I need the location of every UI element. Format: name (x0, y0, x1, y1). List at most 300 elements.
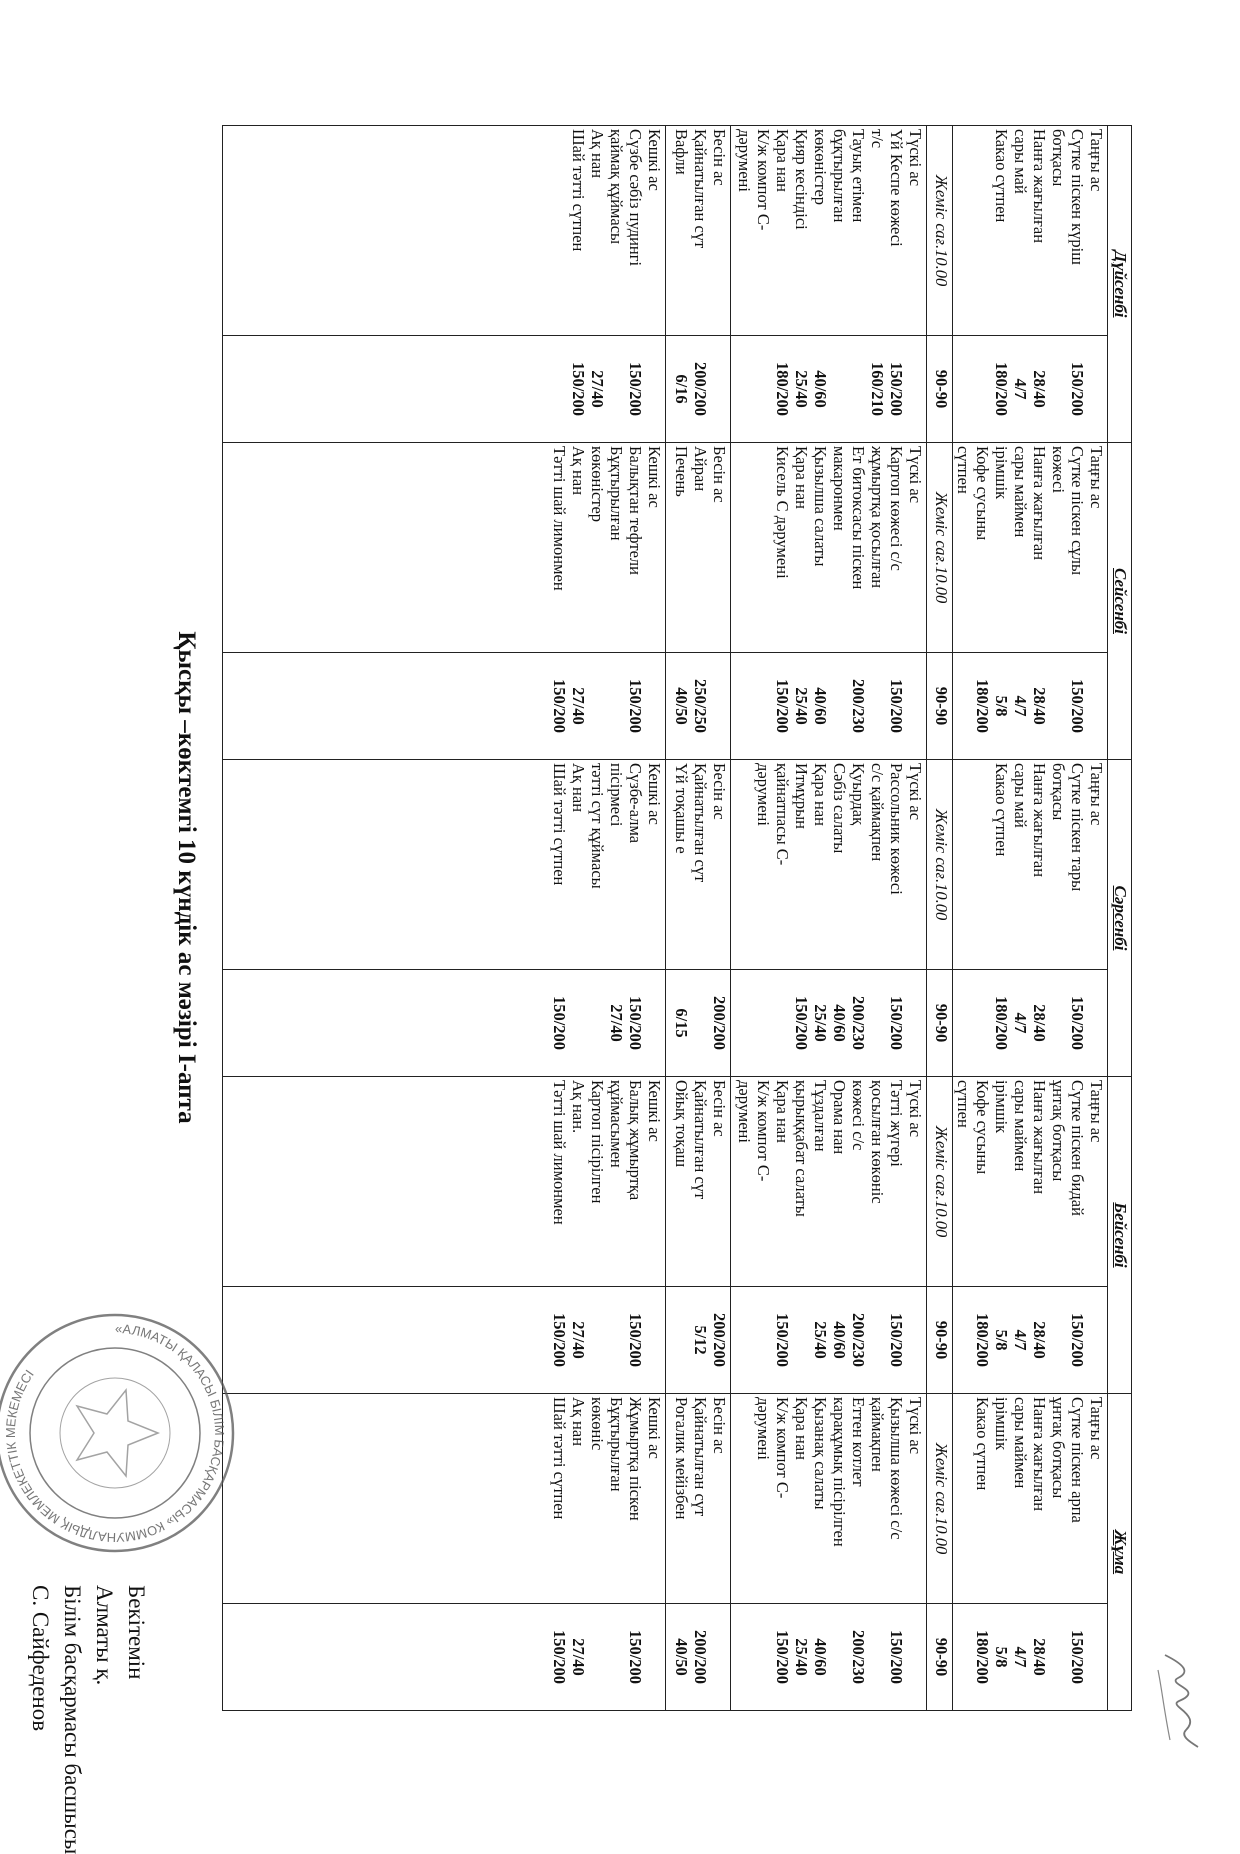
portion-weight: 150/200 (550, 995, 569, 1051)
portion-weight: 40/60 (811, 687, 830, 725)
afternoon-items (666, 443, 731, 653)
portion-weight (710, 1607, 729, 1707)
lunch-items (731, 126, 927, 336)
menu-item-line: Ет битоксасы піскен (849, 446, 868, 590)
menu-item-line: Сүтке піскен бидай (1068, 1080, 1087, 1216)
portion-weight: 150/200 (773, 1312, 792, 1368)
portion-weight (1087, 973, 1106, 1073)
dinner-qty (223, 1604, 666, 1711)
approval-line: Алматы қ. (92, 1585, 117, 1686)
portion-weight: 160/210 (868, 361, 887, 417)
menu-item-line: ірімшік (992, 1080, 1011, 1134)
menu-item-line: Кофе сусыны (973, 1080, 992, 1175)
portion-weight: 25/40 (792, 370, 811, 408)
menu-item-line: Қара нан (773, 129, 792, 193)
portion-weight (906, 656, 925, 756)
portion-weight (569, 973, 588, 1073)
portion-weight: 40/50 (672, 687, 691, 725)
menu-item-line: Балық жұмыртқа (626, 1080, 645, 1201)
menu-item-line: Тауық етімен (849, 129, 868, 223)
page-title: Қысқы –көктемгі 10 күндік ас мәзірі І-апта (173, 631, 200, 1124)
breakfast-qty (953, 336, 1108, 443)
menu-item-line: Ақ нан (569, 1397, 588, 1447)
portion-weight: 150/200 (550, 1312, 569, 1368)
dinner-qty (223, 336, 666, 443)
portion-weight: 5/8 (992, 1329, 1011, 1351)
menu-item-line: қаймақ құймасы (607, 129, 626, 245)
portion-weight (1087, 656, 1106, 756)
portion-weight (1049, 656, 1068, 756)
portion-weight (868, 1607, 887, 1707)
menu-item-line: Картоп пісірілген (588, 1080, 607, 1204)
portion-weight (588, 1607, 607, 1707)
day-header: Бейсенбі (1108, 1077, 1132, 1394)
portion-weight: 150/200 (550, 678, 569, 734)
menu-item-line: К/ж компот С- (773, 1397, 792, 1499)
lunch-row (731, 126, 927, 1711)
menu-item-line: Қызанақ салаты (811, 1397, 830, 1510)
menu-item-line: Шай тәтті сүтпен (550, 1397, 569, 1520)
menu-item-line: Бесін ас (710, 129, 729, 186)
snack-row (927, 126, 953, 1711)
menu-item-line: Итмұрын (792, 763, 811, 829)
portion-weight: 27/40 (569, 687, 588, 725)
menu-item-line: дәрумені (754, 763, 773, 826)
menu-item-line: Сүтке піскен сұлы (1068, 446, 1087, 576)
menu-item-line: бұқтырылған (830, 129, 849, 223)
portion-weight: 150/200 (626, 1312, 645, 1368)
lunch-items (731, 760, 927, 970)
menu-item-line: Еттен котлет (849, 1397, 868, 1487)
menu-item-line: Какао сүтпен (992, 129, 1011, 223)
menu-item-line: пісірмесі (607, 763, 626, 827)
portion-weight (1087, 339, 1106, 439)
menu-item-line: Қияр кесіндісі (792, 129, 811, 230)
menu-item-line: Бесін ас (710, 1397, 729, 1454)
menu-item-line: Сүтке піскен тары (1068, 763, 1087, 892)
menu-item-line: Бұқтырылған (607, 1397, 626, 1492)
menu-item-line: Сүтке піскен арпа (1068, 1397, 1087, 1523)
menu-item-line: сары маймен (1011, 446, 1030, 538)
menu-item-line: Печень (672, 446, 691, 497)
portion-weight (1087, 1290, 1106, 1390)
menu-item-line: Ақ нан. (569, 1080, 588, 1134)
portion-weight (1049, 339, 1068, 439)
snack-qty: 90-90 (927, 970, 953, 1077)
menu-item-line: Орама нан (830, 1080, 849, 1155)
portion-weight: 27/40 (588, 370, 607, 408)
menu-item-line: Сүзбе-алма (626, 763, 645, 844)
portion-weight (607, 656, 626, 756)
menu-item-line: қырыққабат салаты (792, 1080, 811, 1217)
menu-item-line: Түскі ас (906, 763, 925, 821)
breakfast-items (953, 1394, 1108, 1604)
menu-item-line: дәрумені (735, 129, 754, 192)
menu-item-line: карақұмық пісірілген (830, 1397, 849, 1547)
menu-item-line: сары май (1011, 763, 1030, 828)
approval-line: С. Сайфеденов (28, 1585, 53, 1732)
breakfast-items (953, 443, 1108, 653)
afternoon-row (666, 126, 731, 1711)
portion-weight (588, 656, 607, 756)
day-header: Сәрсенбі (1108, 760, 1132, 1077)
menu-item-line: Қызылша салаты (811, 446, 830, 567)
portion-weight: 5/12 (691, 1325, 710, 1355)
portion-weight: 28/40 (1030, 1638, 1049, 1676)
menu-item-line: дәрумені (754, 1397, 773, 1460)
portion-weight (645, 1607, 664, 1707)
menu-item-line: Нанға жағылған (1030, 763, 1049, 878)
portion-weight: 150/200 (887, 1312, 906, 1368)
portion-weight (1049, 973, 1068, 1073)
portion-weight (906, 1607, 925, 1707)
menu-item-line: сары маймен (1011, 1397, 1030, 1489)
menu-item-line: Шай тәтті сүтпен (569, 129, 588, 252)
lunch-items (731, 1394, 927, 1604)
menu-item-line: Кешкі ас (645, 446, 664, 508)
portion-weight: 28/40 (1030, 1004, 1049, 1042)
menu-item-line: Какао сүтпен (973, 1397, 992, 1491)
menu-item-line: Ақ нан (588, 129, 607, 179)
approval-line: Бекітемін (124, 1585, 149, 1680)
portion-weight: 25/40 (792, 687, 811, 725)
portion-weight (830, 656, 849, 756)
portion-weight: 180/200 (992, 361, 1011, 417)
afternoon-qty (666, 653, 731, 760)
portion-weight (607, 339, 626, 439)
portion-weight: 180/200 (773, 361, 792, 417)
menu-item-line: сүтпен (954, 1080, 973, 1128)
portion-weight: 27/40 (569, 1638, 588, 1676)
menu-item-line: ұнтақ ботқасы (1049, 1080, 1068, 1182)
portion-weight: 4/7 (1011, 1646, 1030, 1668)
menu-item-line: Сүзбе сәбіз пудингі (626, 129, 645, 267)
afternoon-qty (666, 1604, 731, 1711)
menu-item-line: Үй Кеспе көжесі (887, 129, 906, 247)
afternoon-items (666, 1394, 731, 1604)
portion-weight: 6/16 (672, 374, 691, 404)
menu-item-line: Какао сүтпен (992, 763, 1011, 857)
menu-item-line: Шай тәтті сүтпен (550, 763, 569, 886)
portion-weight: 4/7 (1011, 378, 1030, 400)
portion-weight: 200/200 (691, 361, 710, 417)
portion-weight (868, 656, 887, 756)
portion-weight: 180/200 (973, 678, 992, 734)
portion-weight: 27/40 (607, 1004, 626, 1042)
portion-weight (954, 1290, 973, 1390)
menu-item-line: Кешкі ас (645, 129, 664, 191)
day-header: Жұма (1108, 1394, 1132, 1711)
portion-weight (906, 973, 925, 1073)
menu-item-line: қаймақпен (868, 1397, 887, 1472)
portion-weight (672, 1290, 691, 1390)
dinner-qty (223, 653, 666, 760)
portion-weight (588, 1290, 607, 1390)
snack-item: Жеміс сағ.10.00 (927, 1077, 953, 1287)
portion-weight: 150/200 (1068, 1312, 1087, 1368)
portion-weight (645, 1290, 664, 1390)
portion-weight: 150/200 (1068, 1629, 1087, 1685)
approval-block (24, 1585, 152, 1854)
menu-item-line: Таңғы ас (1087, 763, 1106, 826)
breakfast-items (953, 760, 1108, 970)
portion-weight (1087, 1607, 1106, 1707)
menu-item-line: с/с қаймақпен (868, 763, 887, 862)
menu-item-line: сүтпен (954, 446, 973, 494)
menu-item-line: құймасымен (607, 1080, 626, 1168)
menu-item-line: Бесін ас (710, 446, 729, 503)
menu-item-line: сары маймен (1011, 1080, 1030, 1172)
portion-weight: 200/230 (849, 995, 868, 1051)
menu-item-line: Кисель С дәрумені (773, 446, 792, 579)
portion-weight (868, 1290, 887, 1390)
portion-weight: 150/200 (887, 1629, 906, 1685)
portion-weight: 150/200 (792, 995, 811, 1051)
afternoon-qty (666, 336, 731, 443)
snack-item: Жеміс сағ.10.00 (927, 1394, 953, 1604)
menu-item-line: ұнтақ ботқасы (1049, 1397, 1068, 1499)
menu-item-line: ботқасы (1049, 129, 1068, 187)
breakfast-qty (953, 970, 1108, 1077)
menu-item-line: Таңғы ас (1087, 129, 1106, 192)
menu-item-line: сары май (1011, 129, 1030, 194)
menu-item-line: Ойық тоқаш (672, 1080, 691, 1168)
menu-item-line: т/с (868, 129, 887, 149)
afternoon-items (666, 760, 731, 970)
lunch-qty (731, 1604, 927, 1711)
portion-weight: 150/200 (626, 678, 645, 734)
snack-item: Жеміс сағ.10.00 (927, 443, 953, 653)
menu-item-line: көжесі (1049, 446, 1068, 494)
menu-item-line: Қара нан (811, 763, 830, 827)
menu-item-line: көкөніс (588, 1397, 607, 1451)
portion-weight (607, 1607, 626, 1707)
menu-item-line: Қайнатылған сүт (691, 763, 710, 883)
dinner-items (223, 1394, 666, 1604)
portion-weight: 150/200 (773, 1629, 792, 1685)
portion-weight (691, 973, 710, 1073)
menu-item-line: Сәбіз салаты (830, 763, 849, 854)
stamp-text: «АЛМАТЫ ҚАЛАСЫ БІЛІМ БАСҚАРМАСЫ» КОММУНАЛДЫҚ МЕМЛЕКЕТТІК МЕКЕМЕСІ (2, 1320, 228, 1546)
menu-item-line: Картоп көжесі с/с (887, 446, 906, 571)
header-row (1108, 126, 1132, 1711)
menu-item-line: қайнатпасы С- (773, 763, 792, 866)
menu-item-line: Рогалик мейізбен (672, 1397, 691, 1520)
menu-item-line: Түскі ас (906, 446, 925, 504)
breakfast-qty (953, 1287, 1108, 1394)
portion-weight: 150/200 (1068, 678, 1087, 734)
portion-weight (607, 1290, 626, 1390)
portion-weight (735, 1290, 754, 1390)
menu-item-line: Бесін ас (710, 1080, 729, 1137)
menu-item-line: ірімшік (992, 1397, 1011, 1451)
portion-weight: 150/200 (1068, 361, 1087, 417)
menu-item-line: ірімшік (992, 446, 1011, 500)
portion-weight (830, 1607, 849, 1707)
portion-weight: 4/7 (1011, 1012, 1030, 1034)
portion-weight (849, 339, 868, 439)
lunch-items (731, 443, 927, 653)
portion-weight (830, 339, 849, 439)
menu-item-line: дәрумені (735, 1080, 754, 1143)
menu-item-line: Тәтті шай лимонмен (550, 1080, 569, 1225)
menu-item-line: Айран (691, 446, 710, 492)
portion-weight: 200/200 (710, 1312, 729, 1368)
afternoon-items (666, 126, 731, 336)
menu-item-line: Жұмыртқа піскен (626, 1397, 645, 1521)
portion-weight: 150/200 (626, 361, 645, 417)
portion-weight: 150/200 (569, 361, 588, 417)
afternoon-qty (666, 970, 731, 1077)
portion-weight (754, 339, 773, 439)
portion-weight (645, 656, 664, 756)
snack-qty: 90-90 (927, 653, 953, 760)
portion-weight (954, 656, 973, 756)
afternoon-qty (666, 1287, 731, 1394)
menu-item-line: К/ж компот С- (754, 1080, 773, 1182)
lunch-qty (731, 653, 927, 760)
menu-item-line: Таңғы ас (1087, 446, 1106, 509)
approval-line: Білім басқармасы басшысы (60, 1585, 85, 1854)
portion-weight (754, 973, 773, 1073)
menu-item-line: Қайнатылған сүт (691, 1397, 710, 1517)
official-stamp (0, 1308, 240, 1558)
portion-weight: 5/8 (992, 1646, 1011, 1668)
portion-weight: 28/40 (1030, 1321, 1049, 1359)
breakfast-items (953, 1077, 1108, 1287)
breakfast-items (953, 126, 1108, 336)
dinner-items (223, 760, 666, 970)
portion-weight (906, 339, 925, 439)
portion-weight: 4/7 (1011, 695, 1030, 717)
portion-weight: 40/60 (830, 1321, 849, 1359)
portion-weight: 180/200 (992, 995, 1011, 1051)
menu-item-line: Қайнатылған сүт (691, 1080, 710, 1200)
menu-item-line: Балықтан тефтели (626, 446, 645, 575)
portion-weight: 180/200 (973, 1312, 992, 1368)
menu-item-line: Сүтке піскен күріш (1068, 129, 1087, 265)
menu-item-line: Кешкі ас (645, 1080, 664, 1142)
portion-weight: 150/200 (626, 1629, 645, 1685)
lunch-qty (731, 970, 927, 1077)
portion-weight: 150/200 (887, 361, 906, 417)
portion-weight: 25/40 (811, 1321, 830, 1359)
menu-table (222, 125, 1132, 1711)
menu-item-line: Қайнатылған сүт (691, 129, 710, 249)
portion-weight: 200/230 (849, 678, 868, 734)
breakfast-qty (953, 653, 1108, 760)
portion-weight (735, 339, 754, 439)
portion-weight (906, 1290, 925, 1390)
svg-text:«АЛМАТЫ ҚАЛАСЫ БІЛІМ БАСҚАРМАС (3, 1321, 227, 1545)
portion-weight (773, 973, 792, 1073)
menu-item-line: Қызылша көжесі с/с (887, 1397, 906, 1540)
portion-weight (645, 339, 664, 439)
snack-item: Жеміс сағ.10.00 (927, 126, 953, 336)
breakfast-qty (953, 1604, 1108, 1711)
menu-item-line: Вафли (672, 129, 691, 175)
dinner-items (223, 126, 666, 336)
breakfast-row (953, 126, 1108, 1711)
portion-weight: 180/200 (973, 1629, 992, 1685)
portion-weight (645, 973, 664, 1073)
portion-weight: 250/250 (691, 678, 710, 734)
menu-item-line: Таңғы ас (1087, 1080, 1106, 1143)
menu-item-line: көжесі с/с (849, 1080, 868, 1151)
menu-item-line: Ақ нан (569, 446, 588, 496)
menu-item-line: Түскі ас (906, 1397, 925, 1455)
portion-weight (1049, 1290, 1068, 1390)
menu-item-line: көкөністер (588, 446, 607, 523)
lunch-qty (731, 1287, 927, 1394)
menu-item-line: Түскі ас (906, 1080, 925, 1138)
portion-weight: 150/200 (887, 995, 906, 1051)
portion-weight: 200/230 (849, 1312, 868, 1368)
portion-weight: 6/15 (672, 1008, 691, 1038)
menu-item-line: Бесін ас (710, 763, 729, 820)
menu-item-line: Тұздалған (811, 1080, 830, 1152)
day-header: Дүйсенбі (1108, 126, 1132, 443)
menu-item-line: Нанға жағылған (1030, 446, 1049, 561)
snack-qty: 90-90 (927, 1287, 953, 1394)
menu-item-line: Бұқтырылған (607, 446, 626, 541)
portion-weight: 27/40 (569, 1321, 588, 1359)
menu-item-line: Қара нан (773, 1080, 792, 1144)
portion-weight (792, 1290, 811, 1390)
menu-item-line: макаронмен (830, 446, 849, 531)
dinner-qty (223, 970, 666, 1077)
menu-item-line: көкөністер (811, 129, 830, 206)
portion-weight (710, 656, 729, 756)
dinner-row (223, 126, 666, 1711)
snack-item: Жеміс сағ.10.00 (927, 760, 953, 970)
day-header: Сейсенбі (1108, 443, 1132, 760)
portion-weight: 200/200 (710, 995, 729, 1051)
dinner-items (223, 1077, 666, 1287)
portion-weight: 28/40 (1030, 687, 1049, 725)
portion-weight (754, 1290, 773, 1390)
portion-weight: 40/60 (811, 1638, 830, 1676)
portion-weight: 28/40 (1030, 370, 1049, 408)
menu-item-line: Үй тоқашы е (672, 763, 691, 854)
menu-item-line: Қара нан (792, 446, 811, 510)
portion-weight: 40/60 (811, 370, 830, 408)
portion-weight: 200/230 (849, 1629, 868, 1685)
menu-item-line: тәтті сүт құймасы (588, 763, 607, 889)
portion-weight (710, 339, 729, 439)
menu-item-line: Қара нан (792, 1397, 811, 1461)
lunch-qty (731, 336, 927, 443)
menu-item-line: қосылған көкөніс (868, 1080, 887, 1204)
portion-weight: 200/200 (691, 1629, 710, 1685)
portion-weight: 4/7 (1011, 1329, 1030, 1351)
portion-weight: 5/8 (992, 695, 1011, 717)
portion-weight (754, 1607, 773, 1707)
afternoon-items (666, 1077, 731, 1287)
menu-item-line: Рассольник көжесі (887, 763, 906, 895)
menu-item-line: Тәтті жүгері (887, 1080, 906, 1167)
menu-item-line: К/ж компот С- (754, 129, 773, 231)
menu-item-line: Нанға жағылған (1030, 1080, 1049, 1195)
portion-weight: 150/200 (1068, 995, 1087, 1051)
menu-item-line: Кешкі ас (645, 763, 664, 825)
handwritten-signature (1140, 1650, 1240, 1750)
snack-qty: 90-90 (927, 336, 953, 443)
menu-item-line: Түскі ас (906, 129, 925, 187)
menu-item-line: Кешкі ас (645, 1397, 664, 1459)
menu-item-line: ботқасы (1049, 763, 1068, 821)
snack-qty: 90-90 (927, 1604, 953, 1711)
